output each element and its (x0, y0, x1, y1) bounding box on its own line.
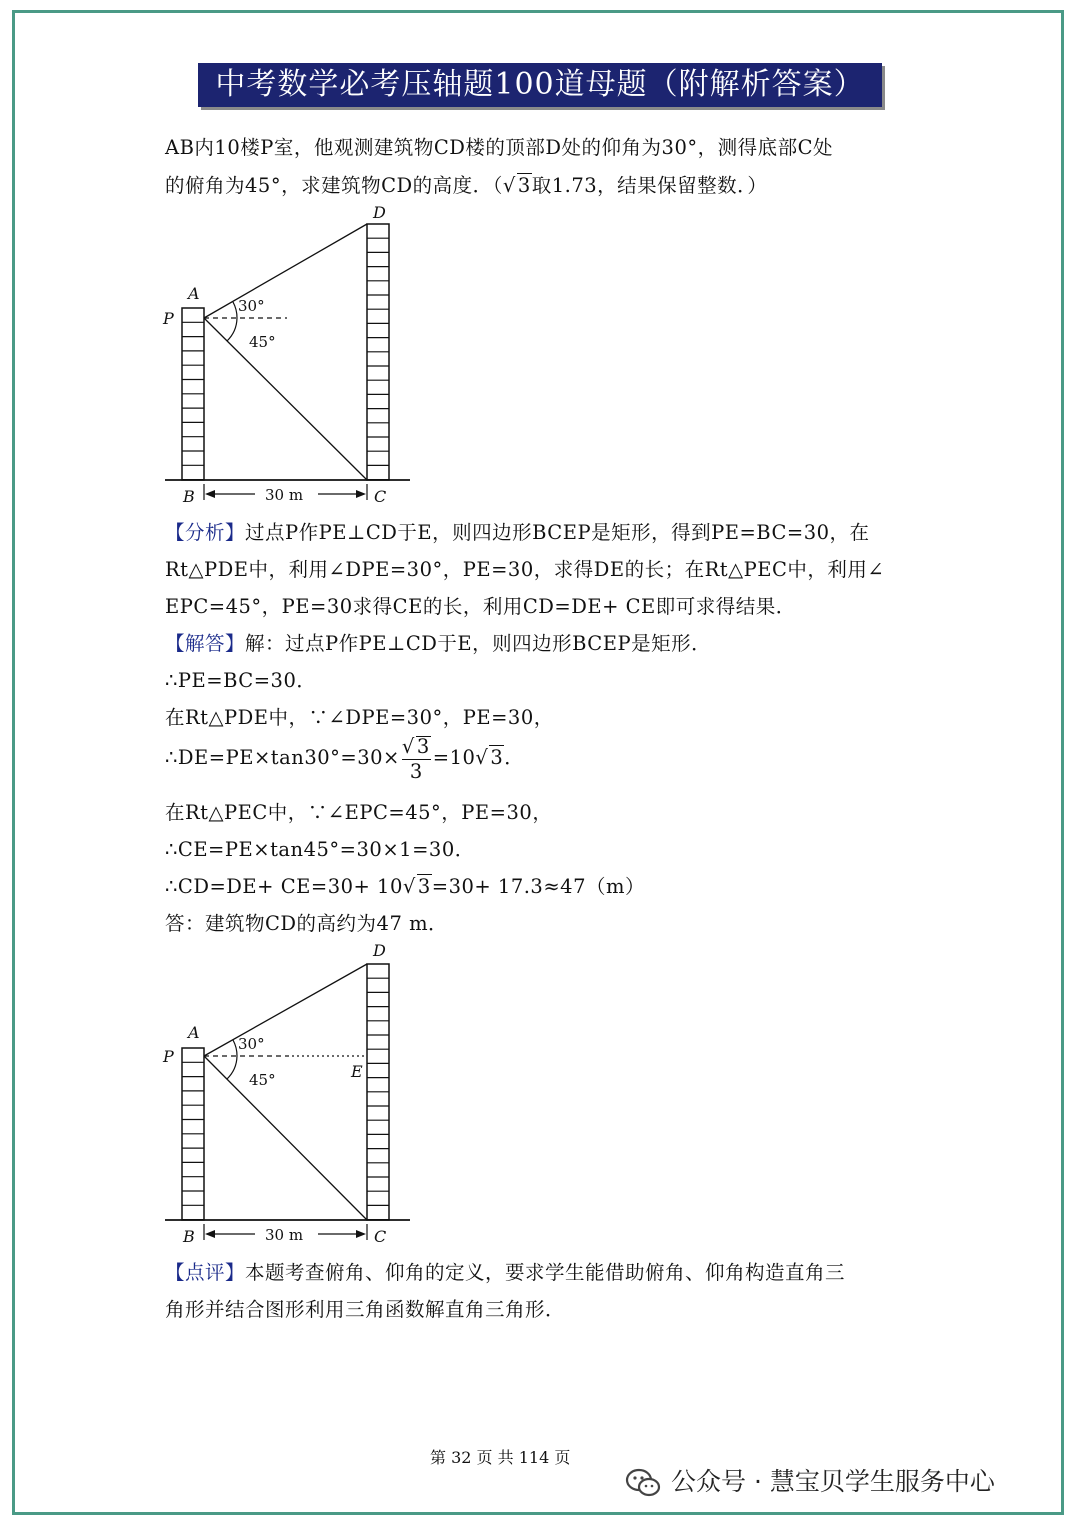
building-ab (182, 308, 204, 480)
problem-line-1: AB内10楼P室，他观测建筑物CD楼的顶部D处的仰角为30°，测得底部C处 (165, 136, 834, 159)
angle-arc-45 (227, 318, 237, 341)
figure-1-diagram (155, 200, 425, 510)
angle-label-45: 45° (249, 333, 276, 351)
angle-arc-30 (233, 302, 237, 318)
solution-tag: 【解答】 (165, 632, 246, 655)
comment-line-2: 角形并结合图形利用三角函数解直角三角形． (165, 1298, 566, 1321)
problem-line-2: 的俯角为45°，求建筑物CD的高度．（√ 3取1.73，结果保留整数．） (165, 174, 768, 197)
building-cd (367, 224, 389, 480)
watermark-text: 公众号 · 慧宝贝学生服务中心 (671, 1467, 995, 1496)
solution-line-3: 在Rt△PDE中，∵∠DPE=30°，PE=30， (165, 706, 554, 729)
figure-2-diagram (155, 940, 425, 1250)
building-cd (367, 964, 389, 1220)
solution-line-4: ∴DE=PE×tan30°=30× $\frac{√ 3}{3}$ =10√ 3． (165, 735, 525, 783)
label-d: D (373, 203, 386, 222)
analysis-line-2: Rt△PDE中，利用∠DPE=30°，PE=30，求得DE的长；在Rt△PEC中，利用∠ (165, 558, 885, 581)
label-a: A (188, 1023, 200, 1042)
label-p: P (163, 1047, 174, 1066)
analysis-tag: 【分析】 (165, 521, 246, 544)
analysis-line-3: EPC=45°，PE=30求得CE的长，利用CD=DE+ CE即可求得结果． (165, 595, 796, 618)
analysis-line-1: 【分析】过点P作PE⊥CD于E，则四边形BCEP是矩形，得到PE=BC=30，在 (165, 521, 870, 544)
label-c: C (374, 487, 387, 506)
line-of-sight-to-c (204, 318, 367, 480)
label-c: C (374, 1227, 387, 1246)
distance-dimension (204, 1224, 367, 1244)
distance-label: 30 m (265, 1226, 304, 1244)
solution-line-2: ∴PE=BC=30． (165, 669, 317, 692)
line-of-sight-to-c (204, 1056, 367, 1220)
wechat-icon (625, 1468, 661, 1498)
page-title: 中考数学必考压轴题100道母题（附解析答案） (198, 63, 882, 107)
label-d: D (373, 941, 386, 960)
line-of-sight-to-d (204, 964, 367, 1056)
building-ab (182, 1048, 204, 1220)
label-b: B (183, 487, 195, 506)
label-e: E (351, 1062, 363, 1081)
solution-answer: 答：建筑物CD的高约为47 m． (165, 912, 449, 935)
distance-dimension (204, 484, 367, 504)
label-b: B (183, 1227, 195, 1246)
page-number: 第 32 页 共 114 页 (430, 1448, 571, 1467)
watermark (625, 1462, 995, 1498)
solution-line-6: ∴CE=PE×tan45°=30×1=30． (165, 838, 475, 861)
angle-arc-30 (233, 1040, 237, 1056)
solution-line-7: ∴CD=DE+ CE=30+ 10√ 3=30+ 17.3≈47（m） (165, 875, 645, 898)
angle-label-30: 30° (238, 1035, 265, 1053)
line-of-sight-to-d (204, 224, 367, 318)
angle-label-45: 45° (249, 1071, 276, 1089)
angle-arc-45 (227, 1056, 237, 1079)
distance-label: 30 m (265, 486, 304, 504)
solution-line-5: 在Rt△PEC中，∵∠EPC=45°，PE=30， (165, 801, 553, 824)
comment-tag: 【点评】 (165, 1261, 246, 1284)
label-p: P (163, 309, 174, 328)
comment-line-1: 【点评】本题考查俯角、仰角的定义，要求学生能借助俯角、仰角构造直角三 (165, 1261, 846, 1284)
label-a: A (188, 284, 200, 303)
solution-line-1: 【解答】解：过点P作PE⊥CD于E，则四边形BCEP是矩形． (165, 632, 712, 655)
angle-label-30: 30° (238, 297, 265, 315)
